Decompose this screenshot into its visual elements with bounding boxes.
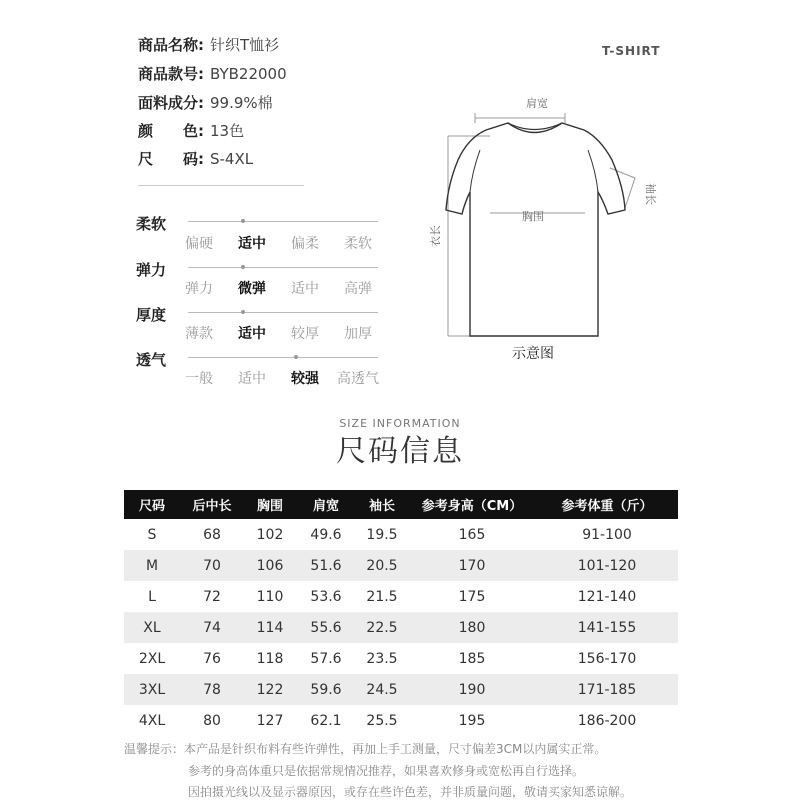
table-row	[124, 550, 678, 581]
table-cell: 19.5	[366, 526, 398, 543]
table-cell: 25.5	[366, 712, 398, 729]
table-cell: 20.5	[356, 550, 408, 581]
table-cell: 59.6	[296, 674, 356, 705]
sleeve-label: 袖长	[644, 183, 657, 205]
table-row	[124, 581, 678, 612]
col-header: 肩宽	[296, 490, 356, 519]
attr-scale-line	[188, 267, 378, 268]
table-row	[124, 705, 678, 736]
col-header: 胸围	[244, 490, 296, 519]
size-title-en: SIZE INFORMATION	[339, 417, 461, 430]
table-cell: 49.6	[310, 526, 342, 543]
length-label: 衣长	[429, 225, 442, 247]
attr-option-selected: 较强	[291, 371, 319, 387]
table-cell: 76	[203, 650, 221, 667]
diagram-caption: 示意图	[512, 346, 554, 362]
table-row	[124, 674, 678, 705]
attr-selected-dot	[241, 265, 245, 269]
table-cell: 185	[458, 650, 486, 667]
info-row-size	[138, 148, 253, 169]
table-cell: 70	[180, 550, 244, 581]
col-header: 尺码	[124, 490, 180, 519]
table-cell: 3XL	[124, 674, 180, 705]
size-table-header	[124, 490, 678, 519]
table-cell: 106	[244, 550, 296, 581]
table-cell: 114	[244, 612, 296, 643]
info-value: 13色	[210, 122, 245, 140]
table-cell: 51.6	[296, 550, 356, 581]
table-cell: 4XL	[138, 712, 166, 729]
table-cell: 21.5	[366, 588, 398, 605]
info-key: 尺 码:	[138, 150, 204, 168]
attr-name-breathability: 透气	[136, 351, 167, 369]
info-key: 商品款号:	[138, 65, 204, 83]
attr-selected-dot	[241, 310, 245, 314]
attr-option: 适中	[238, 371, 266, 387]
table-cell: 68	[203, 526, 221, 543]
info-value: 99.9%棉	[210, 94, 273, 112]
table-cell: 127	[256, 712, 284, 729]
table-cell: 62.1	[310, 712, 342, 729]
attr-name-elasticity: 弹力	[136, 261, 167, 279]
table-cell: 186-200	[577, 712, 637, 729]
table-cell: 122	[244, 674, 296, 705]
table-cell: 156-170	[577, 650, 637, 667]
table-cell: 22.5	[356, 612, 408, 643]
diagram-title: T-SHIRT	[602, 44, 661, 58]
table-cell: XL	[124, 612, 180, 643]
attr-scale-line	[188, 357, 378, 358]
col-header: 参考身高（CM）	[408, 490, 536, 519]
col-header: 袖长	[356, 490, 408, 519]
table-cell: 102	[256, 526, 284, 543]
attr-option: 加厚	[344, 326, 372, 342]
info-value: BYB22000	[210, 65, 287, 83]
table-cell: 2XL	[138, 650, 166, 667]
info-row-name	[138, 34, 279, 55]
size-table	[124, 490, 678, 736]
note-line-3: 因拍摄光线以及显示器原因，或存在些许色差，并非质量问题，敬请买家知悉谅解。	[188, 785, 633, 799]
note-line-1: 温馨提示：本产品是针织布料有些许弹性，再加上手工测量，尺寸偏差3CM以内属实正常。	[124, 742, 607, 756]
table-cell: 78	[180, 674, 244, 705]
table-cell: L	[148, 588, 156, 605]
info-key: 颜 色:	[138, 122, 204, 140]
table-cell: 165	[458, 526, 486, 543]
chest-label: 胸围	[522, 210, 544, 223]
table-cell: 72	[203, 588, 221, 605]
table-cell: 175	[458, 588, 486, 605]
table-cell: 23.5	[366, 650, 398, 667]
info-divider	[138, 185, 304, 186]
info-row-style-no	[138, 63, 287, 84]
attr-option: 一般	[185, 371, 213, 387]
table-cell: 121-140	[577, 588, 637, 605]
attr-option-selected: 微弹	[238, 281, 266, 297]
shoulder-label: 肩宽	[526, 97, 548, 110]
table-cell: 195	[458, 712, 486, 729]
col-header: 参考体重（斤）	[536, 490, 678, 519]
table-cell: M	[124, 550, 180, 581]
table-cell: 80	[203, 712, 221, 729]
attr-selected-dot	[241, 219, 245, 223]
table-cell: 55.6	[296, 612, 356, 643]
table-cell: 190	[408, 674, 536, 705]
table-cell: 110	[256, 588, 284, 605]
attr-option: 柔软	[344, 236, 372, 252]
table-row	[124, 519, 678, 550]
table-cell: 57.6	[310, 650, 342, 667]
table-cell: 24.5	[356, 674, 408, 705]
attr-option: 偏硬	[185, 236, 213, 252]
table-cell: 180	[408, 612, 536, 643]
attr-option: 适中	[291, 281, 319, 297]
attr-option: 薄款	[185, 326, 213, 342]
table-cell: 118	[256, 650, 284, 667]
attr-name-softness: 柔软	[136, 215, 167, 233]
info-value: S-4XL	[210, 150, 254, 168]
info-row-color	[138, 120, 244, 141]
attr-option: 偏柔	[291, 236, 319, 252]
table-row	[124, 643, 678, 674]
table-cell: 141-155	[536, 612, 678, 643]
info-key: 面料成分:	[138, 94, 204, 112]
table-cell: 91-100	[582, 526, 632, 543]
size-title-cn: 尺码信息	[336, 434, 464, 469]
col-header: 后中长	[180, 490, 244, 519]
attr-name-thickness: 厚度	[136, 306, 167, 324]
attr-scale-line	[188, 221, 378, 222]
note-line-2: 参考的身高体重只是依据常规情况推荐，如果喜欢修身或宽松再自行选择。	[188, 764, 585, 778]
table-cell: 170	[408, 550, 536, 581]
info-row-fabric	[138, 92, 273, 113]
table-cell: 53.6	[310, 588, 342, 605]
attr-option-selected: 适中	[238, 326, 266, 342]
table-cell: 171-185	[536, 674, 678, 705]
attr-option: 高弹	[344, 281, 372, 297]
attr-scale-line	[188, 312, 378, 313]
attr-option: 较厚	[291, 326, 319, 342]
attr-option: 高透气	[337, 371, 379, 387]
table-cell: 101-120	[536, 550, 678, 581]
attr-option: 弹力	[185, 281, 213, 297]
table-row	[124, 612, 678, 643]
table-cell: S	[147, 526, 157, 543]
info-value: 针织T恤衫	[210, 36, 280, 54]
attr-selected-dot	[294, 355, 298, 359]
attr-option-selected: 适中	[238, 236, 266, 252]
table-cell: 74	[180, 612, 244, 643]
info-key: 商品名称:	[138, 36, 204, 54]
